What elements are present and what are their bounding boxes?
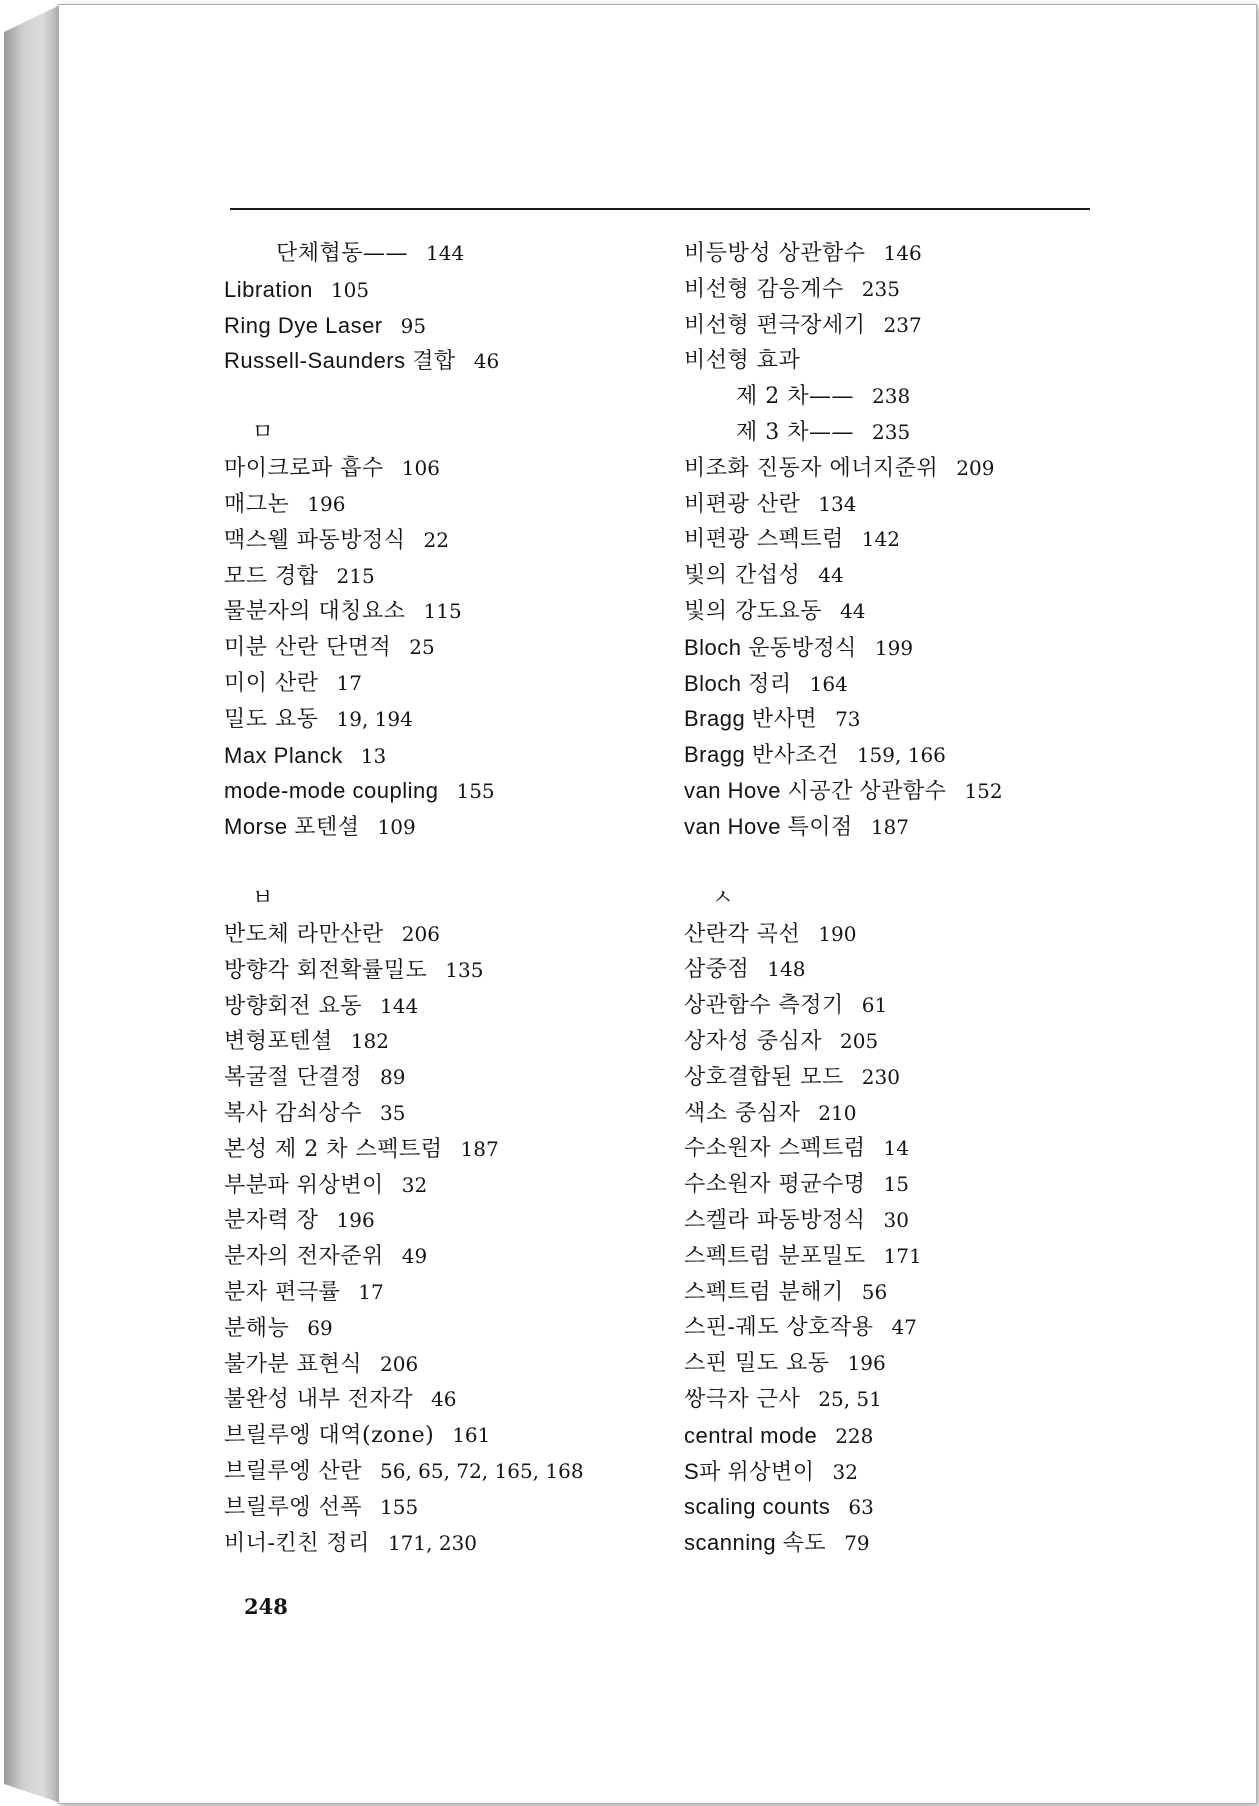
- index-entry: [684, 809, 1104, 845]
- index-term: 수소원자 스펙트럼: [684, 1136, 866, 1162]
- index-term: 미이 산란: [224, 670, 319, 696]
- index-term: 반도체 라만산란: [224, 921, 384, 947]
- index-page-refs: 22: [423, 527, 449, 552]
- index-page-refs: 79: [844, 1531, 870, 1556]
- index-term: 분자의 전자준위: [224, 1244, 384, 1270]
- index-entry: [224, 666, 644, 702]
- index-entry: [684, 1275, 1104, 1311]
- index-term: 브릴루엥 선폭: [224, 1494, 363, 1520]
- index-page-refs: 144: [380, 993, 419, 1018]
- index-term: 상호결합된 모드: [684, 1064, 844, 1090]
- index-term: van Hove 시공간 상관함수: [684, 777, 947, 803]
- index-entry: [224, 1203, 644, 1239]
- index-page-refs: 161: [452, 1423, 491, 1448]
- group-spacer: [684, 845, 1104, 881]
- index-page-refs: 205: [840, 1028, 879, 1053]
- index-page-refs: 215: [336, 563, 375, 588]
- index-term: 비선형 편극장세기: [684, 312, 866, 338]
- index-group-heading: ㅂ: [252, 885, 274, 911]
- index-entry: [224, 1024, 644, 1060]
- index-entry: [684, 1418, 1104, 1454]
- index-page-refs: 196: [336, 1208, 375, 1233]
- index-page-refs: 146: [883, 241, 922, 265]
- index-entry: [684, 773, 1104, 809]
- index-term: 불완성 내부 전자각: [224, 1387, 414, 1413]
- index-page-refs: 105: [330, 277, 370, 302]
- index-term: van Hove 특이점: [684, 813, 853, 839]
- index-page-refs: 49: [401, 1244, 428, 1269]
- index-page-refs: 63: [848, 1495, 874, 1520]
- index-entry: [224, 487, 644, 523]
- index-page-refs: 144: [426, 241, 465, 265]
- index-term: 상관함수 측정기: [684, 993, 844, 1019]
- index-page-refs: 152: [964, 778, 1003, 803]
- index-entry: [684, 1060, 1104, 1096]
- index-entry: [684, 988, 1104, 1024]
- index-term: Russell-Saunders 결합: [224, 348, 456, 374]
- index-term: 스펙트럼 분포밀도: [684, 1243, 866, 1269]
- index-entry: [224, 559, 644, 595]
- index-term: Libration: [224, 276, 313, 302]
- index-entry: [224, 1347, 644, 1383]
- index-term: mode-mode coupling: [224, 778, 439, 804]
- header-rule: [230, 208, 1090, 210]
- index-term: 변형포텐셜: [224, 1029, 333, 1055]
- index-page-refs: 187: [870, 814, 909, 839]
- index-page-refs: 228: [835, 1423, 874, 1448]
- index-entry: [684, 737, 1104, 773]
- index-page-refs: 237: [883, 312, 922, 337]
- index-term: scanning 속도: [684, 1530, 827, 1556]
- index-page-refs: 182: [350, 1029, 389, 1054]
- index-term: 빛의 강도요동: [684, 598, 823, 624]
- index-entry: [684, 1346, 1104, 1382]
- index-term: central mode: [684, 1422, 818, 1448]
- book-spine: [4, 6, 58, 1802]
- index-entry: [684, 952, 1104, 988]
- index-term: 미분 산란 단면적: [224, 635, 392, 661]
- index-term: 매그논: [224, 491, 290, 517]
- index-page-refs: 155: [380, 1494, 419, 1519]
- index-page-refs: 196: [847, 1351, 886, 1376]
- index-term: 비등방성 상관함수: [684, 241, 866, 266]
- index-term: 제 2 차——: [736, 384, 854, 410]
- index-entry: [224, 953, 644, 989]
- index-entry: [684, 701, 1104, 737]
- index-term: S파 위상변이: [684, 1458, 815, 1484]
- index-entry: [224, 594, 644, 630]
- index-page-refs: 73: [835, 707, 861, 732]
- index-entry: [684, 1454, 1104, 1490]
- index-page-refs: 210: [818, 1100, 857, 1125]
- index-page-refs: 89: [380, 1065, 406, 1090]
- index-page-refs: 44: [818, 563, 844, 588]
- index-entry: [684, 1525, 1104, 1561]
- index-term: 빛의 간섭성: [684, 563, 801, 589]
- index-term: Bloch 정리: [684, 670, 792, 696]
- index-page-refs: 17: [336, 670, 362, 695]
- page-number: 248: [244, 1594, 288, 1619]
- index-page-refs: 155: [456, 779, 495, 804]
- index-term: 비선형 감응계수: [684, 276, 844, 302]
- index-entry: [224, 1096, 644, 1132]
- index-entry: [224, 1526, 644, 1562]
- index-group-heading: ㅁ: [252, 420, 274, 446]
- index-entry: [224, 1275, 644, 1311]
- index-page-refs: 13: [360, 743, 387, 768]
- index-entry: [224, 451, 644, 487]
- index-term: 단체협동——: [276, 241, 409, 266]
- index-entry: [224, 809, 644, 845]
- index-term: 비편광 스펙트럼: [684, 527, 844, 553]
- index-term: 분자 편극률: [224, 1279, 341, 1305]
- index-page-refs: 159, 166: [856, 743, 946, 768]
- index-page-refs: 206: [380, 1351, 419, 1376]
- index-term: 마이크로파 흡수: [224, 456, 384, 482]
- index-entry: [684, 1167, 1104, 1203]
- index-entry: [224, 917, 644, 953]
- index-term: 복사 감쇠상수: [224, 1100, 363, 1126]
- index-entry: [684, 1203, 1104, 1239]
- index-column-left: [224, 236, 644, 1561]
- index-entry: [684, 917, 1104, 953]
- index-page-refs: 206: [401, 921, 440, 946]
- index-entry: [684, 236, 1104, 272]
- index-entry: [224, 1060, 644, 1096]
- index-page-refs: 46: [473, 349, 500, 374]
- index-term: 색소 중심자: [684, 1100, 801, 1126]
- index-term: 산란각 곡선: [684, 921, 801, 947]
- index-page-refs: 56, 65, 72, 165, 168: [380, 1458, 584, 1483]
- index-entry: [224, 1132, 644, 1168]
- index-entry: [224, 773, 644, 809]
- index-entry: [684, 1239, 1104, 1275]
- index-term: Bloch 운동방정식: [684, 634, 857, 660]
- index-term: 복굴절 단결정: [224, 1065, 363, 1091]
- index-term: 비조화 진동자 에너지준위: [684, 455, 939, 481]
- index-term: 스핀-궤도 상호작용: [684, 1315, 874, 1341]
- index-entry: [224, 523, 644, 559]
- index-entry: [224, 989, 644, 1025]
- index-entry: [224, 702, 644, 738]
- index-page-refs: 32: [832, 1459, 858, 1484]
- index-page-refs: 148: [767, 957, 806, 982]
- index-entry: [684, 1489, 1104, 1525]
- group-spacer: [224, 379, 644, 415]
- index-entry: [224, 1454, 644, 1490]
- index-page-refs: 30: [883, 1207, 909, 1232]
- index-term: 스켈라 파동방정식: [684, 1207, 866, 1233]
- index-entry: [684, 415, 1104, 451]
- index-term: 스핀 밀도 요동: [684, 1351, 830, 1377]
- group-spacer: [224, 845, 644, 881]
- index-term: Ring Dye Laser: [224, 312, 383, 338]
- index-term: 브릴루엥 산란: [224, 1458, 363, 1484]
- index-entry: [224, 738, 644, 774]
- index-page-refs: 196: [307, 491, 346, 516]
- index-page-refs: 209: [956, 455, 995, 480]
- index-entry: [684, 272, 1104, 308]
- index-entry: [684, 487, 1104, 523]
- index-entry: [224, 308, 644, 344]
- index-entry: [684, 379, 1104, 415]
- index-page-refs: 171: [883, 1243, 922, 1268]
- index-group-heading: ㅅ: [712, 885, 734, 911]
- index-term: 방향회전 요동: [224, 993, 363, 1019]
- index-term: Max Planck: [224, 742, 343, 768]
- index-entry: [684, 630, 1104, 666]
- index-term: 비선형 효과: [684, 348, 801, 374]
- index-entry: [224, 1490, 644, 1526]
- index-page-refs: 69: [307, 1315, 333, 1340]
- index-term: 부분파 위상변이: [224, 1172, 384, 1198]
- index-page-refs: 164: [809, 671, 848, 696]
- index-entry: [684, 1310, 1104, 1346]
- index-term: 비편광 산란: [684, 491, 801, 517]
- index-page-refs: 235: [872, 419, 911, 444]
- index-page-refs: 187: [460, 1136, 499, 1161]
- index-entry: [684, 1131, 1104, 1167]
- index-term: 상자성 중심자: [684, 1028, 823, 1054]
- index-entry: [224, 630, 644, 666]
- index-term: 쌍극자 근사: [684, 1386, 801, 1412]
- index-page-refs: 142: [861, 527, 900, 552]
- index-term: 브릴루엥 대역(zone): [224, 1423, 435, 1449]
- index-term: Bragg 반사조건: [684, 742, 839, 768]
- index-page-refs: 15: [883, 1172, 909, 1197]
- index-entry: [224, 343, 644, 379]
- index-term: 모드 경합: [224, 563, 319, 589]
- index-entry: [684, 1096, 1104, 1132]
- index-term: 비너-킨친 정리: [224, 1530, 370, 1556]
- index-page-refs: 32: [401, 1172, 428, 1197]
- index-page-refs: 235: [861, 276, 900, 301]
- index-entry: [224, 272, 644, 308]
- index-page-refs: 19, 194: [336, 706, 413, 731]
- index-page-refs: 17: [358, 1279, 384, 1304]
- index-term: 수소원자 평균수명: [684, 1172, 866, 1198]
- index-entry: [684, 343, 1104, 379]
- index-term: 본성 제 2 차 스펙트럼: [224, 1136, 443, 1162]
- index-entry: [684, 308, 1104, 344]
- index-page-refs: 25, 51: [818, 1386, 882, 1411]
- index-page-refs: 109: [377, 815, 416, 840]
- index-term: 맥스웰 파동방정식: [224, 527, 406, 553]
- index-entry: [224, 1418, 644, 1454]
- index-term: 밀도 요동: [224, 706, 319, 732]
- index-term: 삼중점: [684, 957, 750, 983]
- index-entry: [684, 594, 1104, 630]
- index-entry: [224, 236, 644, 272]
- index-term: 분자력 장: [224, 1208, 319, 1234]
- index-term: 스펙트럼 분해기: [684, 1279, 844, 1305]
- index-entry: [684, 666, 1104, 702]
- index-page-refs: 56: [861, 1279, 888, 1304]
- index-page-refs: 134: [818, 491, 857, 516]
- index-column-right: [684, 236, 1104, 1561]
- index-page-refs: 46: [431, 1387, 457, 1412]
- index-page-refs: 238: [872, 384, 911, 409]
- index-entry: [224, 1239, 644, 1275]
- index-term: 분해능: [224, 1315, 290, 1341]
- index-entry: [684, 1024, 1104, 1060]
- index-term: 제 3 차——: [736, 419, 854, 445]
- index-term: scaling counts: [684, 1494, 831, 1520]
- index-page-refs: 14: [883, 1136, 909, 1161]
- index-page-refs: 171, 230: [387, 1530, 478, 1555]
- index-term: Bragg 반사면: [684, 706, 818, 732]
- index-page-refs: 230: [861, 1064, 900, 1089]
- index-page-refs: 115: [423, 599, 462, 624]
- index-page-refs: 61: [861, 993, 888, 1018]
- index-entry: [224, 1168, 644, 1204]
- index-entry: [224, 1311, 644, 1347]
- index-term: Morse 포텐셜: [224, 814, 360, 840]
- index-entry: [684, 1382, 1104, 1418]
- index-page-refs: 135: [445, 957, 484, 982]
- index-page-refs: 44: [840, 598, 866, 623]
- index-page-refs: 47: [891, 1315, 917, 1340]
- index-page-refs: 199: [874, 635, 914, 660]
- index-page-refs: 190: [818, 921, 857, 946]
- index-page-refs: 25: [409, 635, 435, 660]
- index-entry: [224, 1382, 644, 1418]
- index-entry: [684, 522, 1104, 558]
- index-entry: [684, 451, 1104, 487]
- index-term: 방향각 회전확률밀도: [224, 957, 428, 983]
- index-term: 물분자의 대칭요소: [224, 599, 406, 625]
- index-page-refs: 35: [380, 1100, 406, 1125]
- index-page-refs: 95: [400, 313, 427, 338]
- index-page-refs: 106: [401, 456, 440, 481]
- index-entry: [684, 558, 1104, 594]
- index-term: 불가분 표현식: [224, 1351, 363, 1377]
